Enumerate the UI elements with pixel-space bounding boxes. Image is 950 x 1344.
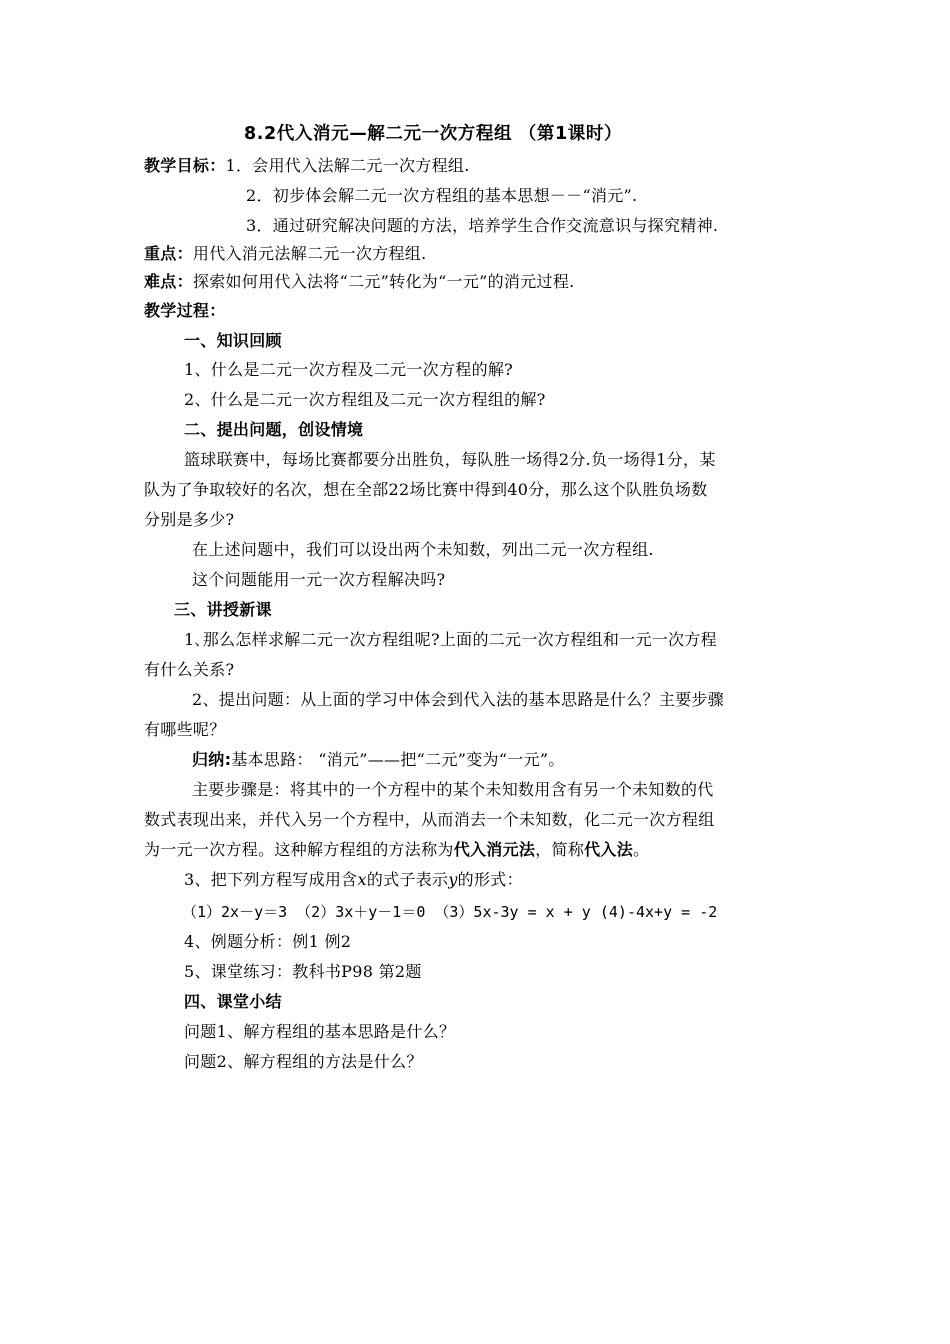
item3-text: 的形式：	[457, 870, 523, 889]
objective-1: 1．会用代入法解二元一次方程组.	[225, 156, 470, 175]
section3-item1-line-1: 1､那么怎样求解二元一次方程组呢?上面的二元一次方程组和一元一次方程	[184, 630, 717, 649]
key-point-label: 重点：	[144, 244, 193, 263]
difficulty	[144, 272, 575, 292]
page-title: 8.2代入消元—解二元一次方程组 （第1课时）	[244, 124, 623, 144]
objective-2: 2．初步体会解二元一次方程组的基本思想－－“消元”.	[246, 186, 638, 205]
term-substitution-elimination: 代入消元法	[453, 840, 536, 859]
steps-line-1: 主要步骤是：将其中的一个方程中的某个未知数用含有另一个未知数的代	[192, 780, 714, 799]
process-label: 教学过程：	[144, 301, 226, 320]
section4-question-1: 问题1、解方程组的基本思路是什么？	[184, 1022, 456, 1041]
steps-text: 。	[633, 840, 650, 859]
section4-heading: 四、课堂小结	[184, 992, 282, 1011]
section3-item5: 5、课堂练习：教科书P98 第2题	[184, 962, 422, 981]
section3-item1-line-2: 有什么关系?	[144, 660, 235, 679]
section4-question-2: 问题2、解方程组的方法是什么？	[184, 1052, 423, 1071]
item3-text: 3、把下列方程写成用含	[184, 870, 358, 889]
variable-x: x	[357, 870, 367, 889]
key-point-text: 用代入消元法解二元一次方程组.	[192, 244, 427, 263]
section2-paragraph-line-3: 分别是多少?	[144, 510, 235, 529]
section2-paragraph-2: 在上述问题中，我们可以设出两个未知数，列出二元一次方程组.	[192, 540, 654, 559]
objectives-label: 教学目标：	[144, 156, 226, 175]
summary-label: 归纳:	[192, 750, 232, 769]
section3-item4: 4、例题分析：例1 例2	[184, 932, 352, 951]
summary-line	[192, 750, 565, 770]
steps-text: ，简称	[535, 840, 585, 859]
section2-paragraph-line-1: 篮球联赛中，每场比赛都要分出胜负，每队胜一场得2分.负一场得1分，某	[184, 450, 716, 469]
term-substitution-method: 代入法	[584, 840, 634, 859]
steps-text: 为一元一次方程。这种解方程组的方法称为	[144, 840, 454, 859]
section3-heading: 三、讲授新课	[174, 600, 272, 619]
equation-list: （1）2x－y＝3 （2）3x＋y－1＝0 （3）5x-3y = x + y (4)-4x+y = -2	[182, 903, 718, 921]
item3-text: 的式子表示	[366, 870, 449, 889]
steps-line-3	[144, 840, 649, 860]
key-point	[144, 244, 427, 264]
section3-item2-line-1: 2、提出问题：从上面的学习中体会到代入法的基本思路是什么？主要步骤	[192, 690, 725, 709]
section1-heading: 一、知识回顾	[184, 331, 282, 350]
steps-line-2: 数式表现出来，并代入另一个方程中，从而消去一个未知数，化二元一次方程组	[144, 810, 715, 829]
section2-paragraph-3: 这个问题能用一元一次方程解决吗?	[192, 570, 446, 589]
summary-text: 基本思路： “消元”——把“二元”变为“一元”。	[231, 750, 565, 769]
variable-y: y	[448, 870, 458, 889]
section3-item3	[184, 870, 523, 890]
difficulty-label: 难点：	[144, 272, 193, 291]
section1-question-2: 2、什么是二元一次方程组及二元一次方程组的解?	[184, 390, 546, 409]
section2-heading: 二、提出问题，创设情境	[184, 420, 364, 439]
section2-paragraph-line-2: 队为了争取较好的名次，想在全部22场比赛中得到40分，那么这个队胜负场数	[144, 480, 708, 499]
objectives-line-1	[144, 156, 470, 176]
objective-3: 3．通过研究解决问题的方法，培养学生合作交流意识与探究精神.	[246, 216, 719, 235]
difficulty-text: 探索如何用代入法将“二元”转化为“一元”的消元过程.	[192, 272, 575, 291]
section1-question-1: 1、什么是二元一次方程及二元一次方程的解?	[184, 360, 514, 379]
section3-item2-line-2: 有哪些呢？	[144, 720, 226, 739]
